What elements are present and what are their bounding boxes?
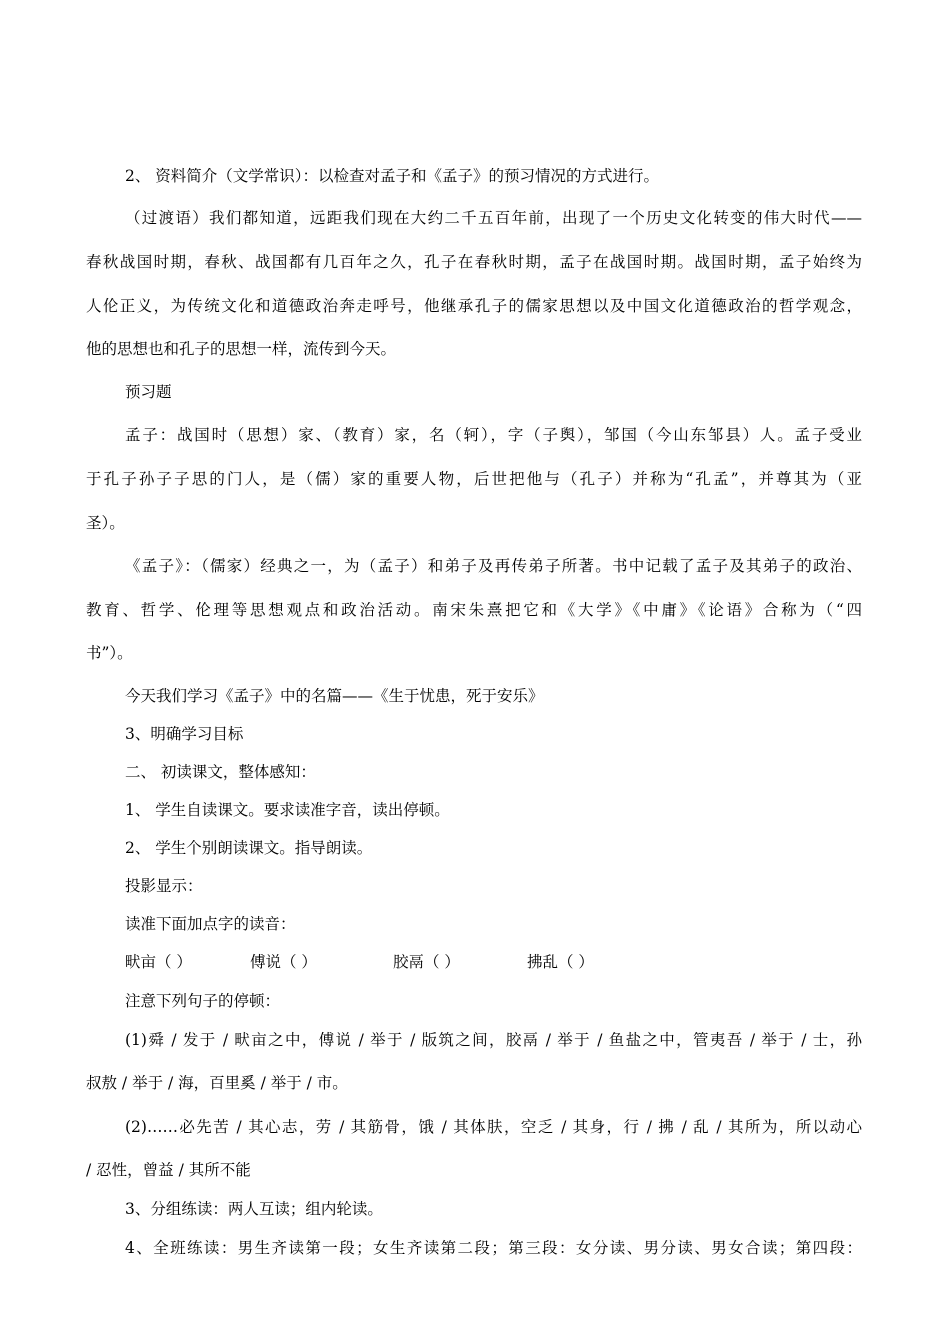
pronunciation-instruction: 读准下面加点字的读音： — [125, 915, 296, 933]
pronunciation-item: 畎亩（ ） — [125, 953, 192, 971]
pause-sentence-one-line: 叔敖 / 举于 / 海，百里奚 / 举于 / 市。 — [86, 1074, 348, 1092]
paragraph-book-line: 《孟子》：（儒家）经典之一，为（孟子）和弟子及再传弟子所著。书中记载了孟子及其弟子的政治、 — [125, 557, 862, 575]
pause-sentence-one-line: (1)舜 / 发于 / 畎亩之中，傅说 / 举于 / 版筑之间，胶鬲 / 举于 / 鱼盐之中，管夷吾 / 举于 / 士，孙 — [125, 1031, 862, 1049]
paragraph-mencius-line: 于孔子孙子子思的门人，是（儒）家的重要人物，后世把他与（孔子）并称为“孔孟”，并尊其为（亚 — [86, 470, 862, 488]
paragraph-transition-line: （过渡语）我们都知道，远距我们现在大约二千五百年前，出现了一个历史文化转变的伟大时代—— — [125, 209, 862, 227]
section-resource-intro: 2、 资料简介（文学常识）：以检查对孟子和《孟子》的预习情况的方式进行。 — [125, 167, 660, 185]
pronunciation-item: 胶鬲（ ） — [393, 953, 460, 971]
paragraph-transition-line: 他的思想也和孔子的思想一样，流传到今天。 — [86, 340, 397, 358]
pause-sentence-two-line: / 忍性，曾益 / 其所不能 — [86, 1161, 251, 1179]
step-self-reading: 1、 学生自读课文。要求读准字音，读出停顿。 — [125, 801, 450, 819]
step-group-practice: 3、分组练读：两人互读；组内轮读。 — [125, 1200, 383, 1218]
preview-heading: 预习题 — [125, 383, 172, 401]
pause-sentence-two-line: (2)……必先苦 / 其心志，劳 / 其筋骨，饿 / 其体肤，空乏 / 其身，行 / 拂 / 乱 / 其所为，所以动心 — [125, 1118, 862, 1136]
paragraph-mencius-line: 圣）。 — [86, 514, 125, 532]
lesson-intro: 今天我们学习《孟子》中的名篇——《生于忧患，死于安乐》 — [125, 687, 544, 705]
pause-instruction: 注意下列句子的停顿： — [125, 992, 281, 1010]
projection-label: 投影显示： — [125, 877, 203, 895]
paragraph-mencius-line: 孟子：战国时（思想）家、（教育）家，名（轲），字（子舆），邹国（今山东邹县）人。孟子受业 — [125, 426, 862, 444]
paragraph-book-line: 教育、哲学、伦理等思想观点和政治活动。南宋朱熹把它和《大学》《中庸》《论语》合称为（“四 — [86, 601, 862, 619]
paragraph-book-line: 书”）。 — [86, 644, 133, 662]
section-first-reading: 二、 初读课文，整体感知： — [125, 763, 316, 781]
paragraph-transition-line: 人伦正义，为传统文化和道德政治奔走呼号，他继承孔子的儒家思想以及中国文化道德政治的哲学观念， — [86, 297, 862, 315]
step-individual-reading: 2、 学生个别朗读课文。指导朗读。 — [125, 839, 373, 857]
step-class-practice: 4、全班练读：男生齐读第一段；女生齐读第二段；第三段：女分读、男分读、男女合读；第四段： — [125, 1239, 862, 1257]
learning-goals-item: 3、明确学习目标 — [125, 725, 244, 743]
paragraph-transition-line: 春秋战国时期，春秋、战国都有几百年之久，孔子在春秋时期，孟子在战国时期。战国时期，孟子始终为 — [86, 253, 862, 271]
pronunciation-item: 拂乱（ ） — [527, 953, 594, 971]
pronunciation-item: 傅说（ ） — [250, 953, 317, 971]
